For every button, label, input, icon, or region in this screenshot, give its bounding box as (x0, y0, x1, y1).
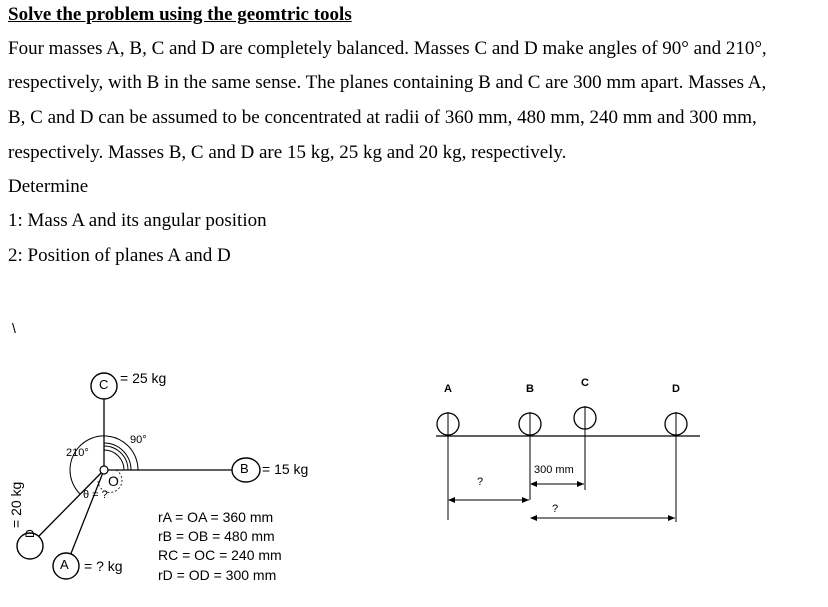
radius-b: rB = OB = 480 mm (158, 528, 275, 544)
mass-d-letter: D (23, 529, 37, 538)
theta-label: θ = ? (83, 489, 108, 501)
mass-b-letter: B (240, 461, 249, 476)
dim-bc-label: 300 mm (534, 464, 574, 476)
mass-a-value: = ? kg (84, 558, 123, 574)
plane-a-label: A (444, 383, 452, 395)
problem-line-3: B, C and D can be assumed to be concentrated at radii of 360 mm, 480 mm, 240 mm and 300 mm, (8, 107, 757, 128)
problem-line-4: respectively. Masses B, C and D are 15 kg, 25 kg and 20 kg, respectively. (8, 142, 567, 163)
angle-90-label: 90° (130, 434, 147, 446)
radius-d: rD = OD = 300 mm (158, 567, 277, 583)
radius-a: rA = OA = 360 mm (158, 509, 274, 525)
task-2: 2: Position of planes A and D (8, 245, 231, 266)
problem-title: Solve the problem using the geomtric tools (8, 4, 352, 25)
arc-90-c (104, 443, 131, 470)
arm-od (38, 470, 104, 537)
arc-90-b (104, 446, 128, 470)
dim-ab-label: ? (477, 476, 484, 488)
problem-line-2: respectively, with B in the same sense. The planes containing B and C are 300 mm apart. Masses A, (8, 72, 767, 93)
angle-210-label: 210° (66, 447, 89, 459)
mass-c-letter: C (99, 377, 109, 392)
stray-mark: \ (12, 320, 16, 336)
mass-b-value: = 15 kg (262, 461, 309, 477)
arm-oa (70, 470, 104, 556)
determine-label: Determine (8, 176, 89, 197)
dim-bd-label: ? (552, 503, 559, 515)
center-o (100, 466, 108, 474)
plane-b-label: B (526, 383, 534, 395)
task-1: 1: Mass A and its angular position (8, 210, 267, 231)
radius-c: RC = OC = 240 mm (158, 547, 282, 563)
mass-a-letter: A (60, 557, 69, 572)
plane-c-label: C (581, 377, 589, 389)
mass-c-value: = 25 kg (120, 370, 167, 386)
center-o-label: O (108, 473, 119, 489)
plane-d-label: D (672, 383, 680, 395)
mass-d-value: = 20 kg (8, 481, 24, 528)
problem-line-1: Four masses A, B, C and D are completely balanced. Masses C and D make angles of 90° and 210°, (8, 38, 767, 59)
